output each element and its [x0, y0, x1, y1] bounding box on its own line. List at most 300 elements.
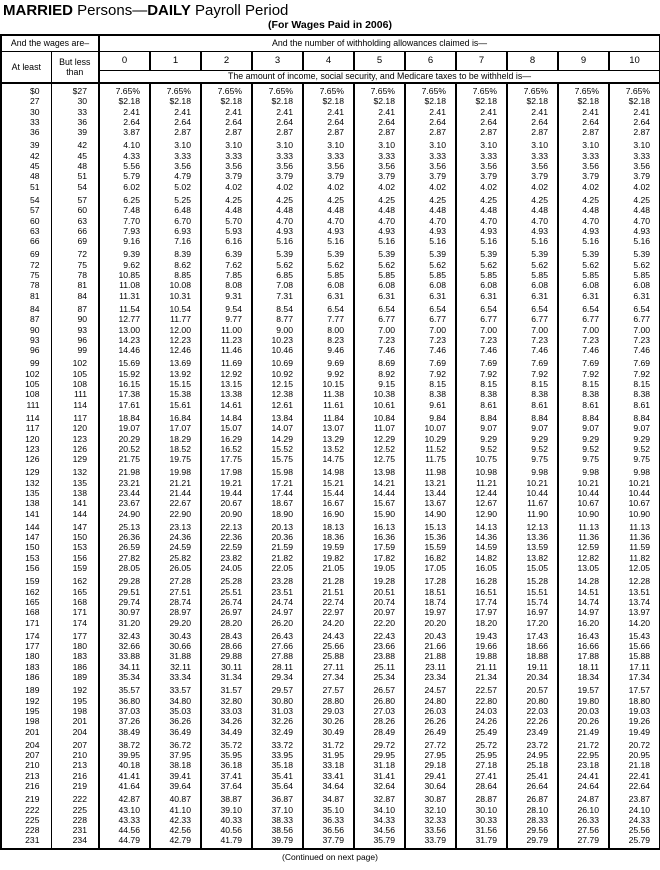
- tax-amount-cell: 9.15: [354, 379, 405, 389]
- tax-amount-cell: 3.79: [252, 171, 303, 181]
- wage-at-least-cell: 231: [1, 835, 51, 845]
- table-row: [1, 400, 660, 410]
- wage-at-least-cell: 54: [1, 195, 51, 205]
- tax-amount-cell: 9.52: [507, 444, 558, 454]
- table-row: [1, 86, 660, 96]
- tax-amount-cell: 25.41: [507, 771, 558, 781]
- tax-amount-cell: 20.29: [99, 434, 150, 444]
- wage-but-less-cell: 171: [51, 607, 99, 617]
- tax-amount-cell: 18.51: [405, 587, 456, 597]
- tax-amount-cell: 16.82: [405, 553, 456, 563]
- tax-amount-cell: 8.15: [405, 379, 456, 389]
- tax-amount-cell: 6.39: [201, 249, 252, 259]
- tax-amount-cell: 19.11: [507, 662, 558, 672]
- table-row: [1, 454, 660, 464]
- table-row: [1, 542, 660, 552]
- wage-but-less-cell: 69: [51, 236, 99, 246]
- tax-amount-cell: 10.23: [252, 335, 303, 345]
- wage-but-less-cell: 108: [51, 379, 99, 389]
- tax-amount-cell: 21.66: [405, 641, 456, 651]
- wage-at-least-cell: 177: [1, 641, 51, 651]
- tax-amount-cell: 12.15: [252, 379, 303, 389]
- table-row: [1, 532, 660, 542]
- tax-amount-cell: 5.16: [252, 236, 303, 246]
- tax-amount-cell: 15.75: [252, 454, 303, 464]
- tax-amount-cell: 13.44: [405, 488, 456, 498]
- tax-amount-cell: 7.92: [558, 369, 609, 379]
- tax-amount-cell: 4.02: [354, 182, 405, 192]
- tax-amount-cell: 8.38: [633, 389, 651, 400]
- wage-but-less-cell: 66: [51, 226, 99, 236]
- tax-amount-cell: 17.28: [405, 576, 456, 586]
- tax-amount-cell: 10.08: [150, 280, 201, 290]
- tax-amount-cell: 28.74: [150, 597, 201, 607]
- table-row: [1, 740, 660, 750]
- spacer-cell: [201, 846, 252, 849]
- tax-amount-cell: 11.13: [629, 521, 651, 532]
- spacer-cell: [1, 846, 51, 849]
- tax-amount-cell: 7.93: [99, 226, 150, 236]
- tax-amount-cell: 25.72: [456, 740, 507, 750]
- at-least-header: At least: [1, 51, 51, 83]
- tax-amount-cell: 19.57: [558, 685, 609, 695]
- tax-amount-cell: 35.72: [201, 740, 252, 750]
- tax-amount-cell: 21.49: [558, 727, 609, 737]
- tax-amount-cell: 12.90: [456, 509, 507, 519]
- tax-amount-cell: 20.52: [99, 444, 150, 454]
- tax-amount-cell: 22.74: [303, 597, 354, 607]
- tax-amount-cell: 7.23: [354, 335, 405, 345]
- tax-amount-cell: 7.69: [558, 358, 609, 368]
- wage-but-less-cell: 81: [51, 280, 99, 290]
- wage-but-less-cell: 159: [51, 563, 99, 573]
- tax-amount-cell: 19.44: [201, 488, 252, 498]
- tax-amount-cell: 13.74: [628, 596, 651, 607]
- table-row: [1, 161, 660, 171]
- tax-amount-cell: 4.70: [558, 216, 609, 226]
- tax-amount-cell: 3.56: [252, 161, 303, 171]
- tax-amount-cell: 35.95: [201, 750, 252, 760]
- tax-amount-cell: 33.79: [405, 835, 456, 845]
- tax-amount-cell: 10.90: [628, 508, 651, 519]
- wage-but-less-cell: 231: [51, 825, 99, 835]
- allowance-col-2: 2: [201, 51, 252, 70]
- wage-but-less-cell: 147: [51, 522, 99, 532]
- tax-amount-cell: 32.33: [405, 815, 456, 825]
- tax-amount-cell: 23.51: [252, 587, 303, 597]
- tax-amount-cell: 16.05: [456, 563, 507, 573]
- tax-amount-cell: 42.33: [150, 815, 201, 825]
- tax-amount-cell: 4.48: [303, 205, 354, 215]
- tax-amount-cell: 28.43: [201, 631, 252, 641]
- table-row: [1, 314, 660, 324]
- tax-amount-cell: 28.87: [456, 794, 507, 804]
- tax-amount-cell: 6.31: [354, 291, 405, 301]
- tax-amount-cell: 26.80: [354, 696, 405, 706]
- tax-amount-cell: 4.10: [99, 140, 150, 150]
- tax-amount-cell: 4.70: [405, 216, 456, 226]
- tax-amount-cell: 9.46: [303, 345, 354, 355]
- tax-amount-cell: 19.88: [456, 651, 507, 661]
- wage-but-less-cell: 210: [51, 750, 99, 760]
- wage-at-least-cell: 216: [1, 781, 51, 791]
- tax-amount-cell: 11.52: [405, 444, 456, 454]
- tax-amount-cell: 3.33: [507, 151, 558, 161]
- tax-amount-cell: 4.48: [558, 205, 609, 215]
- tax-amount-cell: 2.41: [405, 107, 456, 117]
- table-row: [1, 182, 660, 192]
- wage-but-less-cell: 138: [51, 488, 99, 498]
- wage-at-least-cell: 183: [1, 662, 51, 672]
- tax-amount-cell: 40.56: [201, 825, 252, 835]
- wage-at-least-cell: 186: [1, 672, 51, 682]
- wage-at-least-cell: 51: [1, 182, 51, 192]
- tax-amount-cell: 6.77: [354, 314, 405, 324]
- tax-amount-cell: 3.10: [354, 140, 405, 150]
- tax-amount-cell: 35.57: [99, 685, 150, 695]
- tax-amount-cell: 11.46: [201, 345, 252, 355]
- tax-amount-cell: 10.29: [405, 434, 456, 444]
- tax-amount-cell: 7.62: [201, 260, 252, 270]
- wage-at-least-cell: 195: [1, 706, 51, 716]
- wage-at-least-cell: 162: [1, 587, 51, 597]
- tax-amount-cell: 23.66: [354, 641, 405, 651]
- tax-amount-cell: 21.28: [303, 576, 354, 586]
- tax-amount-cell: 33.56: [405, 825, 456, 835]
- wage-at-least-cell: 36: [1, 127, 51, 137]
- allowance-col-7: 7: [456, 51, 507, 70]
- tax-amount-cell: 2.41: [252, 107, 303, 117]
- tax-amount-cell: 11.77: [150, 314, 201, 324]
- tax-amount-cell: 6.02: [99, 182, 150, 192]
- tax-amount-cell: 15.21: [303, 478, 354, 488]
- title-persons: Persons—: [73, 2, 148, 19]
- tax-amount-cell: 27.03: [354, 706, 405, 716]
- table-row: [1, 641, 660, 651]
- wage-at-least-cell: 120: [1, 434, 51, 444]
- wage-but-less-cell: 51: [51, 171, 99, 181]
- tax-amount-cell: 16.15: [99, 379, 150, 389]
- tax-amount-cell: 3.56: [456, 161, 507, 171]
- tax-amount-cell: 11.00: [201, 325, 252, 335]
- tax-amount-cell: 11.36: [558, 532, 609, 542]
- tax-amount-cell: 35.10: [303, 805, 354, 815]
- tax-amount-cell: 20.95: [628, 750, 651, 761]
- tax-amount-cell: 4.48: [405, 205, 456, 215]
- tax-amount-cell: 13.29: [303, 434, 354, 444]
- wage-but-less-cell: 141: [51, 498, 99, 508]
- wage-at-least-cell: 171: [1, 618, 51, 628]
- wage-at-least-cell: 126: [1, 454, 51, 464]
- tax-amount-cell: 3.56: [633, 161, 651, 172]
- tax-amount-cell: 25.49: [456, 727, 507, 737]
- wage-at-least-cell: 72: [1, 260, 51, 270]
- tax-amount-cell: 18.66: [507, 641, 558, 651]
- wage-but-less-cell: 186: [51, 662, 99, 672]
- wage-but-less-cell: 177: [51, 631, 99, 641]
- tax-amount-cell: 12.05: [628, 563, 651, 574]
- tax-amount-cell: 25.34: [354, 672, 405, 682]
- wage-but-less-cell: 201: [51, 716, 99, 726]
- allowance-col-9: 9: [558, 51, 609, 70]
- tax-amount-cell: 32.10: [405, 805, 456, 815]
- table-row: [1, 270, 660, 280]
- tax-amount-cell: 18.88: [507, 651, 558, 661]
- tax-amount-cell: 12.00: [150, 325, 201, 335]
- tax-amount-cell: 23.49: [507, 727, 558, 737]
- tax-amount-cell: 34.10: [354, 805, 405, 815]
- tax-amount-cell: 5.56: [99, 161, 150, 171]
- group-spacer-row: [1, 846, 660, 849]
- tax-amount-cell: 6.31: [303, 291, 354, 301]
- tax-amount-cell: 27.56: [558, 825, 609, 835]
- tax-amount-cell: 23.18: [558, 760, 609, 770]
- tax-amount-cell: 12.77: [99, 314, 150, 324]
- tax-amount-cell: 29.18: [405, 760, 456, 770]
- tax-amount-cell: 25.95: [456, 750, 507, 760]
- wage-at-least-cell: 123: [1, 444, 51, 454]
- tax-amount-cell: 13.82: [507, 553, 558, 563]
- tax-amount-cell: 10.98: [456, 467, 507, 477]
- tax-amount-cell: 23.44: [99, 488, 150, 498]
- tax-amount-cell: 7.69: [507, 358, 558, 368]
- tax-amount-cell: 28.10: [507, 805, 558, 815]
- tax-amount-cell: 19.26: [628, 716, 651, 727]
- tax-amount-cell: 22.03: [507, 706, 558, 716]
- wage-but-less-cell: 117: [51, 413, 99, 423]
- tax-amount-cell: 5.16: [633, 236, 651, 247]
- tax-amount-cell: 8.61: [633, 399, 651, 410]
- tax-amount-cell: 3.10: [558, 140, 609, 150]
- tax-amount-cell: 26.05: [150, 563, 201, 573]
- tax-amount-cell: 15.36: [405, 532, 456, 542]
- tax-amount-cell: 33.88: [99, 651, 150, 661]
- tax-amount-cell: 2.41: [558, 107, 609, 117]
- wage-but-less-cell: 123: [51, 434, 99, 444]
- wage-but-less-cell: 39: [51, 127, 99, 137]
- tax-amount-cell: 4.25: [303, 195, 354, 205]
- tax-amount-cell: 13.21: [405, 478, 456, 488]
- tax-amount-cell: 12.59: [558, 542, 609, 552]
- wage-at-least-cell: 204: [1, 740, 51, 750]
- tax-amount-cell: 16.66: [558, 641, 609, 651]
- wage-at-least-cell: 63: [1, 226, 51, 236]
- tax-amount-cell: 22.80: [456, 696, 507, 706]
- table-row: [1, 325, 660, 335]
- tax-amount-cell: 6.54: [456, 304, 507, 314]
- tax-amount-cell: 20.97: [354, 607, 405, 617]
- tax-amount-cell: 7.23: [558, 335, 609, 345]
- wage-at-least-cell: 111: [1, 400, 51, 410]
- tax-amount-cell: 15.13: [405, 522, 456, 532]
- wage-but-less-cell: 54: [51, 182, 99, 192]
- wage-at-least-cell: $0: [1, 86, 51, 96]
- table-row: [1, 781, 660, 791]
- tax-amount-cell: 3.56: [201, 161, 252, 171]
- tax-amount-cell: 3.33: [405, 151, 456, 161]
- tax-amount-cell: 27.41: [456, 771, 507, 781]
- wage-but-less-cell: 234: [51, 835, 99, 845]
- table-row: [1, 280, 660, 290]
- tax-amount-cell: 5.16: [303, 236, 354, 246]
- tax-amount-cell: 5.62: [507, 260, 558, 270]
- wage-at-least-cell: 96: [1, 345, 51, 355]
- tax-amount-cell: 9.62: [99, 260, 150, 270]
- tax-amount-cell: 15.07: [201, 423, 252, 433]
- tax-amount-cell: 6.77: [456, 314, 507, 324]
- table-row: [1, 835, 660, 845]
- tax-amount-cell: 13.52: [303, 444, 354, 454]
- tax-amount-cell: 10.67: [628, 498, 651, 509]
- tax-amount-cell: 30.49: [303, 727, 354, 737]
- tax-amount-cell: 8.85: [150, 270, 201, 280]
- tax-amount-cell: 4.02: [252, 182, 303, 192]
- tax-amount-cell: 9.16: [99, 236, 150, 246]
- tax-amount-cell: 21.34: [456, 672, 507, 682]
- wage-but-less-cell: 60: [51, 205, 99, 215]
- tax-amount-cell: 2.41: [456, 107, 507, 117]
- table-row: [1, 727, 660, 737]
- tax-amount-cell: 14.20: [628, 617, 651, 628]
- tax-amount-cell: 22.36: [201, 532, 252, 542]
- tax-amount-cell: 2.64: [456, 117, 507, 127]
- tax-amount-cell: 20.13: [252, 522, 303, 532]
- tax-amount-cell: 4.02: [303, 182, 354, 192]
- wage-at-least-cell: 57: [1, 205, 51, 215]
- tax-amount-cell: 10.38: [354, 389, 405, 399]
- tax-amount-cell: 4.93: [303, 226, 354, 236]
- tax-amount-cell: 24.87: [558, 794, 609, 804]
- tax-amount-cell: 44.79: [99, 835, 150, 845]
- tax-amount-cell: 7.00: [633, 324, 651, 335]
- tax-amount-cell: $2.18: [456, 96, 507, 106]
- tax-amount-cell: 23.11: [405, 662, 456, 672]
- wage-at-least-cell: 153: [1, 553, 51, 563]
- tax-amount-cell: 17.05: [405, 563, 456, 573]
- tax-amount-cell: 5.39: [558, 249, 609, 259]
- tax-amount-cell: 43.33: [99, 815, 150, 825]
- tax-amount-cell: 4.93: [456, 226, 507, 236]
- tax-amount-cell: 16.67: [303, 498, 354, 508]
- tax-amount-cell: 6.54: [354, 304, 405, 314]
- tax-amount-cell: 14.13: [456, 522, 507, 532]
- wage-at-least-cell: 48: [1, 171, 51, 181]
- header-row-amount: [1, 70, 660, 83]
- tax-amount-cell: 17.75: [201, 454, 252, 464]
- table-row: [1, 815, 660, 825]
- tax-amount-cell: 5.16: [507, 236, 558, 246]
- tax-amount-cell: 33.03: [201, 706, 252, 716]
- tax-amount-cell: 31.79: [456, 835, 507, 845]
- tax-amount-cell: 25.13: [99, 522, 150, 532]
- tax-amount-cell: 38.18: [150, 760, 201, 770]
- wage-at-least-cell: 114: [1, 413, 51, 423]
- tax-amount-cell: 26.33: [558, 815, 609, 825]
- spacer-cell: [405, 846, 456, 849]
- tax-amount-cell: 30.11: [201, 662, 252, 672]
- tax-amount-cell: 32.43: [99, 631, 150, 641]
- tax-amount-cell: 15.74: [507, 597, 558, 607]
- tax-amount-cell: 34.56: [354, 825, 405, 835]
- tax-amount-cell: 9.29: [558, 434, 609, 444]
- table-row: [1, 107, 660, 117]
- tax-amount-cell: 5.39: [405, 249, 456, 259]
- table-row: [1, 413, 660, 423]
- tax-amount-cell: 2.87: [405, 127, 456, 137]
- tax-amount-cell: 8.15: [558, 379, 609, 389]
- tax-amount-cell: 33.41: [303, 771, 354, 781]
- tax-amount-cell: 15.61: [150, 400, 201, 410]
- wage-but-less-cell: 36: [51, 117, 99, 127]
- allowances-claimed-header: And the number of withholding allowances claimed is—: [99, 35, 660, 51]
- tax-amount-cell: 7.65%: [625, 86, 651, 96]
- tax-amount-cell: 24.90: [99, 509, 150, 519]
- table-row: [1, 587, 660, 597]
- tax-amount-cell: 34.26: [201, 716, 252, 726]
- tax-amount-cell: 20.34: [507, 672, 558, 682]
- wage-at-least-cell: 228: [1, 825, 51, 835]
- table-row: [1, 672, 660, 682]
- wage-at-least-cell: 84: [1, 304, 51, 314]
- tax-amount-cell: 7.85: [201, 270, 252, 280]
- tax-amount-cell: 28.05: [99, 563, 150, 573]
- table-row: [1, 467, 660, 477]
- tax-amount-cell: 2.87: [456, 127, 507, 137]
- tax-amount-cell: 25.82: [150, 553, 201, 563]
- table-row: [1, 117, 660, 127]
- page-subtitle: (For Wages Paid in 2006): [268, 19, 392, 31]
- tax-amount-cell: 6.31: [507, 291, 558, 301]
- table-row: [1, 716, 660, 726]
- tax-amount-cell: 12.52: [354, 444, 405, 454]
- wage-at-least-cell: 213: [1, 771, 51, 781]
- wage-at-least-cell: 30: [1, 107, 51, 117]
- wage-but-less-cell: 87: [51, 304, 99, 314]
- spacer-cell: [252, 846, 303, 849]
- tax-amount-cell: 2.41: [354, 107, 405, 117]
- tax-amount-cell: 6.31: [405, 291, 456, 301]
- tax-amount-cell: 31.20: [99, 618, 150, 628]
- tax-amount-cell: 7.65%: [405, 86, 456, 96]
- tax-amount-cell: 18.11: [558, 662, 609, 672]
- tax-amount-cell: 20.20: [405, 618, 456, 628]
- tax-amount-cell: 24.74: [252, 597, 303, 607]
- tax-amount-cell: 26.26: [405, 716, 456, 726]
- tax-amount-cell: 34.87: [303, 794, 354, 804]
- tax-amount-cell: 11.38: [303, 389, 354, 399]
- tax-amount-cell: 28.49: [354, 727, 405, 737]
- tax-amount-cell: 29.57: [252, 685, 303, 695]
- table-row: [1, 195, 660, 205]
- tax-amount-cell: 21.51: [303, 587, 354, 597]
- tax-amount-cell: 5.62: [558, 260, 609, 270]
- tax-amount-cell: 19.28: [354, 576, 405, 586]
- tax-amount-cell: 24.80: [405, 696, 456, 706]
- tax-amount-cell: 2.87: [558, 127, 609, 137]
- tax-amount-cell: 22.13: [201, 522, 252, 532]
- tax-amount-cell: 3.10: [150, 140, 201, 150]
- tax-amount-cell: 25.79: [628, 835, 651, 846]
- tax-amount-cell: 11.08: [99, 280, 150, 290]
- tax-amount-cell: 7.46: [456, 345, 507, 355]
- tax-amount-cell: 15.51: [507, 587, 558, 597]
- tax-amount-cell: 35.64: [252, 781, 303, 791]
- tax-amount-cell: 4.25: [201, 195, 252, 205]
- tax-amount-cell: 17.20: [507, 618, 558, 628]
- wage-at-least-cell: 150: [1, 542, 51, 552]
- title-daily: DAILY: [147, 2, 191, 19]
- tax-amount-cell: 26.97: [201, 607, 252, 617]
